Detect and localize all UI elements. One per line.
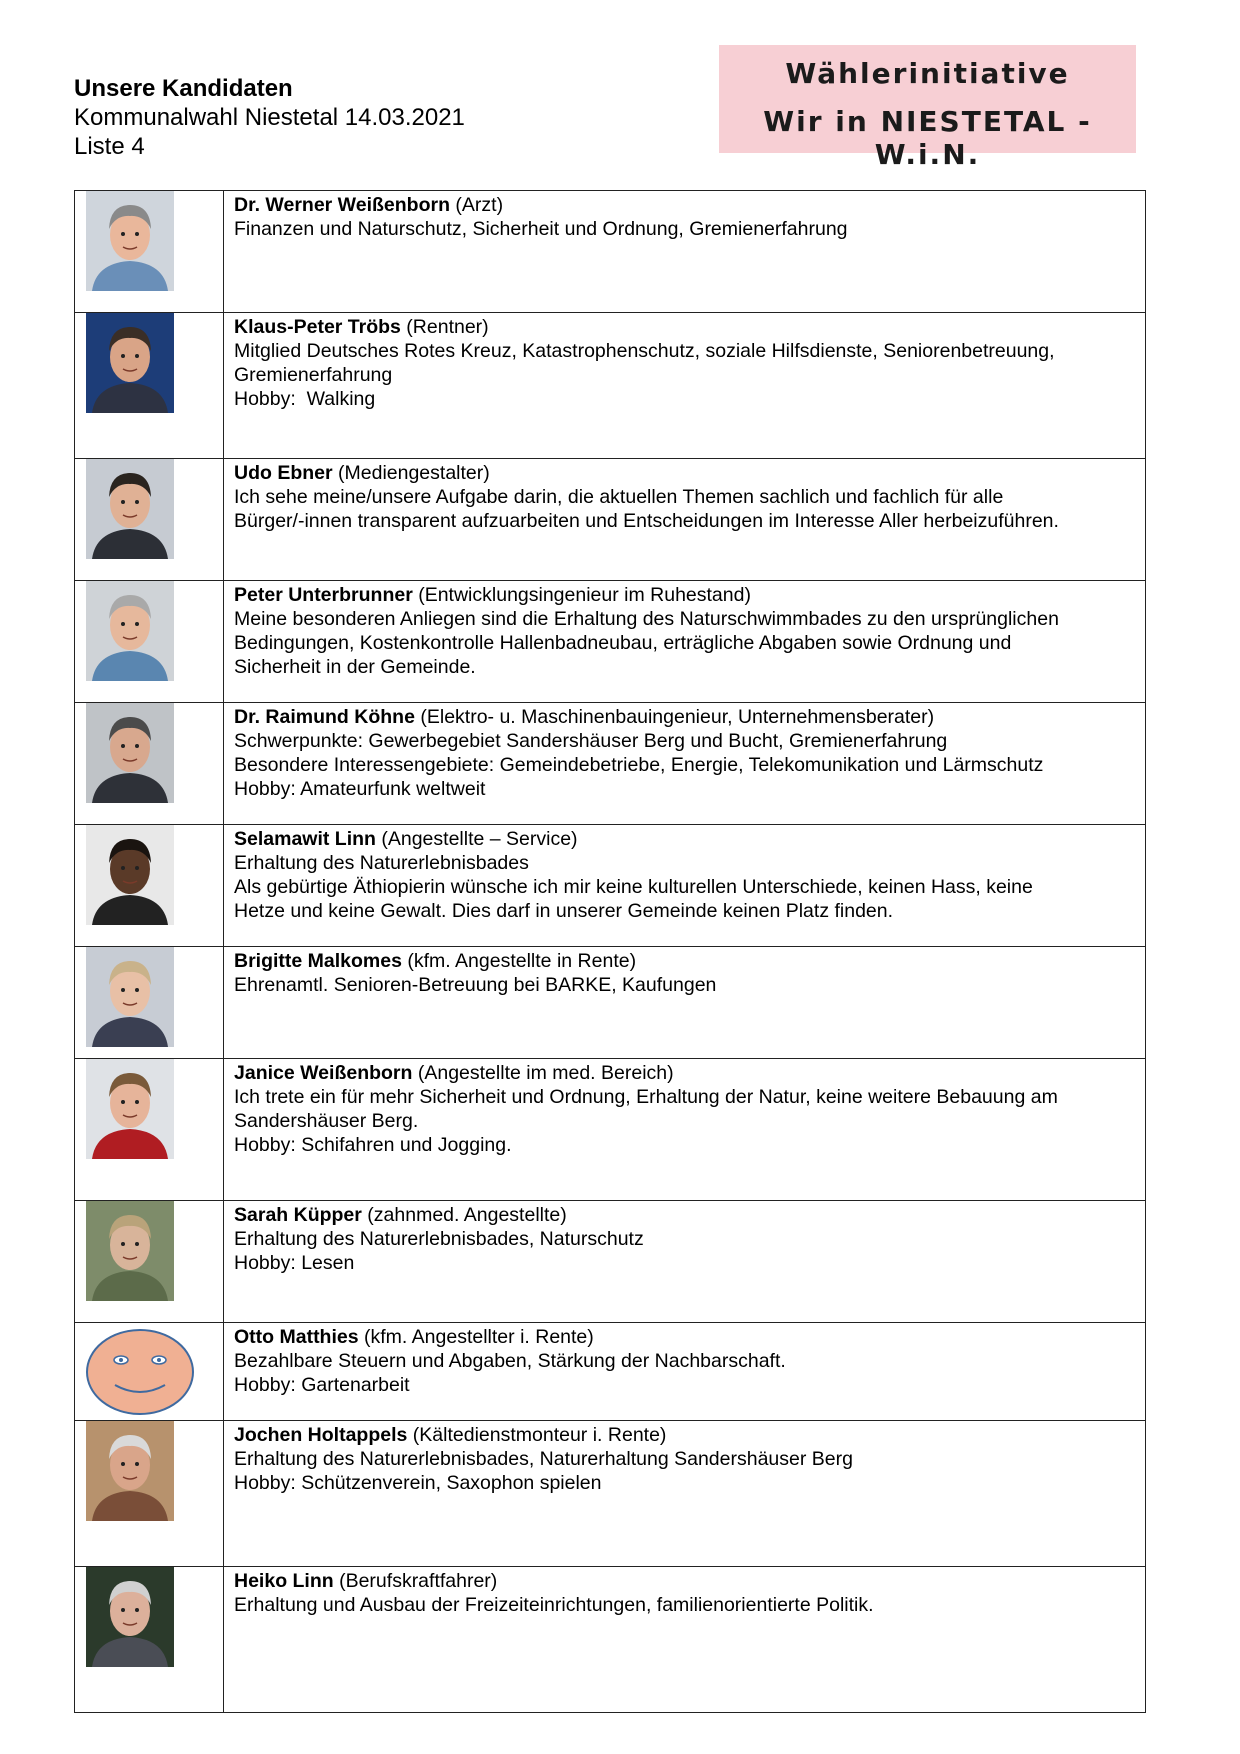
candidate-name: Janice Weißenborn — [234, 1062, 413, 1084]
candidate-description-line: Hobby: Walking — [234, 388, 376, 410]
candidate-photo — [86, 825, 174, 925]
candidate-text-cell — [224, 1567, 1146, 1713]
candidate-occupation: (Entwicklungsingenieur im Ruhestand) — [412, 584, 751, 606]
candidate-photo — [86, 1059, 174, 1159]
candidate-description-line: Bezahlbare Steuern und Abgaben, Stärkung der Nachbarschaft. — [234, 1350, 786, 1372]
candidate-row — [75, 1323, 1146, 1421]
candidate-description-line: Erhaltung des Naturerlebnisbades, Naturschutz — [234, 1228, 644, 1250]
candidate-description-line: Besondere Interessengebiete: Gemeindebetriebe, Energie, Telekomunikation und Lärmschutz — [234, 754, 1044, 776]
candidate-row — [75, 581, 1146, 703]
candidate-photo-cell — [75, 825, 224, 947]
candidate-row — [75, 825, 1146, 947]
candidate-heading — [234, 705, 1135, 729]
candidate-occupation: (zahnmed. Angestellte) — [361, 1204, 567, 1226]
candidate-occupation: (Mediengestalter) — [332, 462, 490, 484]
candidate-photo — [86, 947, 174, 1047]
candidate-description-line: Ich sehe meine/unsere Aufgabe darin, die aktuellen Themen sachlich und fachlich für alle — [234, 486, 1004, 508]
candidate-description-line: Sandershäuser Berg. — [234, 1110, 419, 1132]
candidate-photo-cell — [75, 1323, 224, 1421]
candidate-heading — [234, 193, 1135, 217]
candidate-heading — [234, 949, 1135, 973]
candidate-text-cell — [224, 703, 1146, 825]
candidate-name: Dr. Raimund Köhne — [234, 706, 415, 728]
candidate-description-line: Sicherheit in der Gemeinde. — [234, 656, 476, 678]
candidate-text-cell — [224, 1059, 1146, 1201]
candidate-heading — [234, 1569, 1135, 1593]
candidate-photo — [86, 581, 174, 681]
candidate-name: Jochen Holtappels — [234, 1424, 408, 1446]
candidate-description-line: Ehrenamtl. Senioren-Betreuung bei BARKE, Kaufungen — [234, 974, 717, 996]
candidate-description-line: Hobby: Gartenarbeit — [234, 1374, 410, 1396]
party-logo — [719, 45, 1136, 171]
candidate-row — [75, 703, 1146, 825]
candidate-name: Peter Unterbrunner — [234, 584, 413, 606]
candidate-heading — [234, 461, 1135, 485]
candidate-heading — [234, 1423, 1135, 1447]
candidate-row — [75, 1201, 1146, 1323]
candidate-description-line: Erhaltung des Naturerlebnisbades — [234, 852, 529, 874]
candidate-text-cell — [224, 1421, 1146, 1567]
candidate-row — [75, 947, 1146, 1059]
candidate-name: Udo Ebner — [234, 462, 333, 484]
candidate-occupation: (Angestellte – Service) — [375, 828, 578, 850]
candidate-photo — [86, 313, 174, 413]
candidate-occupation: (Arzt) — [450, 194, 504, 216]
candidate-heading — [234, 827, 1135, 851]
candidate-row — [75, 459, 1146, 581]
candidate-name: Heiko Linn — [234, 1570, 334, 1592]
candidate-photo — [86, 1201, 174, 1301]
candidate-text-cell — [224, 825, 1146, 947]
candidate-heading — [234, 315, 1135, 339]
candidate-photo-cell — [75, 581, 224, 703]
list-number: Liste 4 — [74, 133, 145, 160]
candidate-occupation: (Rentner) — [400, 316, 489, 338]
candidate-photo-cell — [75, 1567, 224, 1713]
candidate-heading — [234, 583, 1135, 607]
candidate-description-line: Hetze und keine Gewalt. Dies darf in unserer Gemeinde keinen Platz finden. — [234, 900, 894, 922]
header — [74, 74, 465, 161]
candidate-name: Otto Matthies — [234, 1326, 359, 1348]
candidate-occupation: (kfm. Angestellter i. Rente) — [358, 1326, 594, 1348]
candidate-heading — [234, 1061, 1135, 1085]
candidate-description-line: Gremienerfahrung — [234, 364, 393, 386]
candidate-description-line: Hobby: Schützenverein, Saxophon spielen — [234, 1472, 602, 1494]
candidate-description-line: Erhaltung des Naturerlebnisbades, Naturerhaltung Sandershäuser Berg — [234, 1448, 853, 1470]
candidate-occupation: (Berufskraftfahrer) — [333, 1570, 498, 1592]
candidate-name: Dr. Werner Weißenborn — [234, 194, 450, 216]
candidate-row — [75, 313, 1146, 459]
candidate-photo — [86, 1421, 174, 1521]
candidate-occupation: (Angestellte im med. Bereich) — [412, 1062, 674, 1084]
candidate-table — [74, 190, 1146, 1713]
candidate-description-line: Hobby: Amateurfunk weltweit — [234, 778, 486, 800]
candidate-text-cell — [224, 1201, 1146, 1323]
candidate-row — [75, 1567, 1146, 1713]
logo-line-2: Wir in NIESTETAL - W.i.N. — [763, 105, 1092, 171]
candidate-photo-cell — [75, 459, 224, 581]
page-title: Unsere Kandidaten — [74, 75, 293, 102]
candidate-description-line: Mitglied Deutsches Rotes Kreuz, Katastrophenschutz, soziale Hilfsdienste, Seniorenbetreuung, — [234, 340, 1055, 362]
candidate-photo-cell — [75, 947, 224, 1059]
candidate-photo — [86, 1567, 174, 1667]
candidate-description-line: Als gebürtige Äthiopierin wünsche ich mir keine kulturellen Unterschiede, keinen Hass, keine — [234, 876, 1033, 898]
candidate-name: Klaus-Peter Tröbs — [234, 316, 401, 338]
candidate-name: Sarah Küpper — [234, 1204, 362, 1226]
candidate-description-line: Hobby: Schifahren und Jogging. — [234, 1134, 512, 1156]
candidate-photo-cell — [75, 191, 224, 313]
smiley-face-icon — [85, 1327, 195, 1417]
candidate-text-cell — [224, 313, 1146, 459]
candidate-row — [75, 191, 1146, 313]
page-subtitle: Kommunalwahl Niestetal 14.03.2021 — [74, 104, 465, 131]
candidate-text-cell — [224, 1323, 1146, 1421]
candidate-description-line: Bedingungen, Kostenkontrolle Hallenbadneubau, erträgliche Abgaben sowie Ordnung und — [234, 632, 1012, 654]
candidate-description-line: Erhaltung und Ausbau der Freizeiteinrichtungen, familienorientierte Politik. — [234, 1594, 874, 1616]
candidate-text-cell — [224, 581, 1146, 703]
candidate-name: Brigitte Malkomes — [234, 950, 402, 972]
candidate-photo — [86, 703, 174, 803]
candidate-row — [75, 1059, 1146, 1201]
candidate-description-line: Finanzen und Naturschutz, Sicherheit und Ordnung, Gremienerfahrung — [234, 218, 848, 240]
candidate-description-line: Schwerpunkte: Gewerbegebiet Sandershäuser Berg und Bucht, Gremienerfahrung — [234, 730, 948, 752]
candidate-occupation: (kfm. Angestellte in Rente) — [401, 950, 637, 972]
candidate-photo — [86, 459, 174, 559]
candidate-text-cell — [224, 459, 1146, 581]
candidate-row — [75, 1421, 1146, 1567]
candidate-photo-cell — [75, 703, 224, 825]
candidate-heading — [234, 1325, 1135, 1349]
candidate-description-line: Ich trete ein für mehr Sicherheit und Ordnung, Erhaltung der Natur, keine weitere Bebauung am — [234, 1086, 1058, 1108]
logo-line-1: Wählerinitiative — [785, 57, 1070, 90]
candidate-description-line: Hobby: Lesen — [234, 1252, 355, 1274]
candidate-occupation: (Elektro- u. Maschinenbauingenieur, Unternehmensberater) — [414, 706, 935, 728]
candidate-photo-cell — [75, 313, 224, 459]
candidate-photo-cell — [75, 1059, 224, 1201]
candidate-heading — [234, 1203, 1135, 1227]
candidate-photo-cell — [75, 1201, 224, 1323]
candidate-text-cell — [224, 947, 1146, 1059]
candidate-description-line: Bürger/-innen transparent aufzuarbeiten und Entscheidungen im Interesse Aller herbeizuführen. — [234, 510, 1059, 532]
candidate-text-cell — [224, 191, 1146, 313]
candidate-photo — [86, 191, 174, 291]
candidate-occupation: (Kältedienstmonteur i. Rente) — [407, 1424, 667, 1446]
candidate-name: Selamawit Linn — [234, 828, 376, 850]
candidate-photo-cell — [75, 1421, 224, 1567]
candidate-description-line: Meine besonderen Anliegen sind die Erhaltung des Naturschwimmbades zu den ursprünglichen — [234, 608, 1059, 630]
